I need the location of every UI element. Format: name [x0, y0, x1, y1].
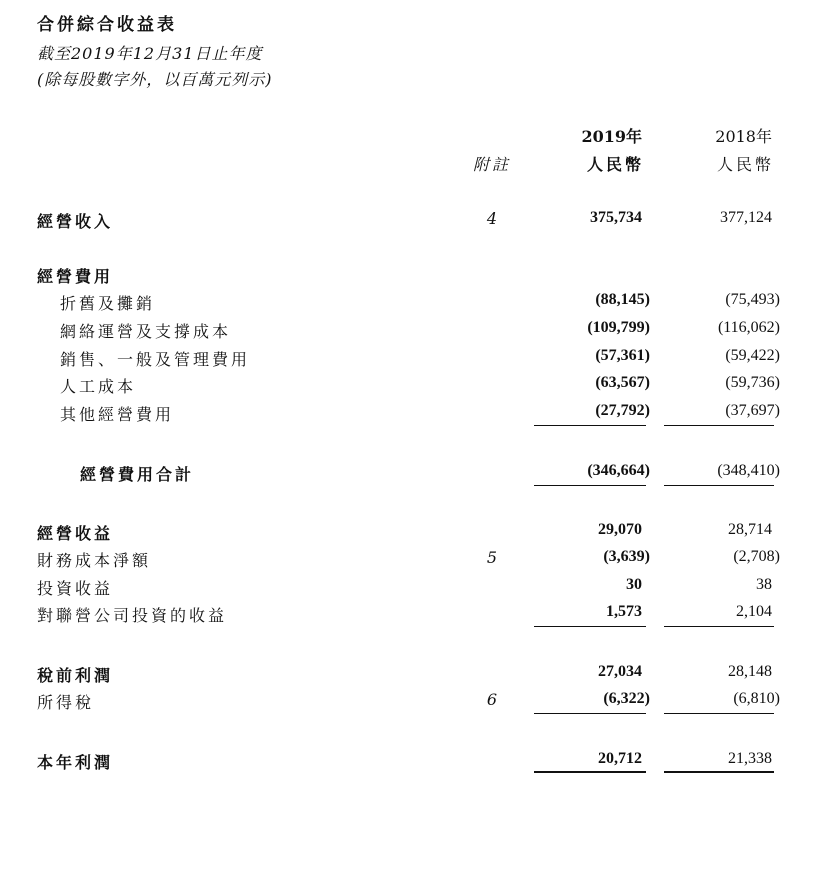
value-2018: (59,736) — [725, 374, 780, 391]
total-rule-2019 — [534, 485, 646, 486]
row-depreciation — [0, 291, 836, 317]
value-2019: 27,034 — [598, 663, 642, 680]
column-header-note: 附註 — [472, 155, 511, 174]
row-operating-revenue — [0, 209, 836, 235]
row-network-costs — [0, 319, 836, 345]
row-label: 稅前利潤 — [37, 666, 114, 685]
value-2019: (6,322) — [603, 690, 650, 707]
value-2019: (88,145) — [595, 291, 650, 308]
value-2018: 38 — [756, 576, 772, 593]
row-label: 經營費用 — [37, 267, 114, 286]
subtotal-rule-2018 — [664, 713, 774, 714]
row-investment-income — [0, 576, 836, 602]
row-operating-expenses-heading — [0, 264, 836, 290]
value-2018: (37,697) — [725, 402, 780, 419]
row-profit-before-tax — [0, 663, 836, 689]
row-label: 投資收益 — [37, 579, 114, 598]
value-2018: 28,714 — [728, 521, 772, 538]
subtotal-rule-2019 — [534, 626, 646, 627]
row-label: 經營收入 — [37, 212, 114, 231]
value-2018: (116,062) — [717, 319, 780, 336]
row-label: 其他經營費用 — [60, 405, 175, 424]
value-2019: (3,639) — [603, 548, 650, 565]
column-header-2019: 2019年 — [581, 127, 642, 146]
row-label: 所得稅 — [37, 693, 95, 712]
subtotal-rule-2018 — [664, 425, 774, 426]
row-label: 經營費用合計 — [80, 465, 195, 484]
double-rule-top-2019 — [534, 771, 646, 773]
value-2018: 377,124 — [720, 209, 772, 226]
row-label: 人工成本 — [60, 377, 137, 396]
value-2019: 375,734 — [590, 209, 642, 226]
row-label: 本年利潤 — [37, 753, 114, 772]
value-2018: (6,810) — [733, 690, 780, 707]
value-2018: 21,338 — [728, 750, 772, 767]
row-label: 網絡運營及支撐成本 — [60, 322, 232, 341]
column-header-2018-currency: 人民幣 — [716, 155, 774, 174]
row-label: 經營收益 — [37, 524, 114, 543]
value-2018: 2,104 — [736, 603, 772, 620]
double-rule-top-2018 — [664, 771, 774, 773]
row-net-finance-costs — [0, 548, 836, 574]
row-note-ref: 4 — [486, 209, 498, 228]
value-2018: (2,708) — [733, 548, 780, 565]
value-2018: (75,493) — [725, 291, 780, 308]
row-note-ref: 6 — [486, 690, 498, 709]
value-2018: 28,148 — [728, 663, 772, 680]
statement-title: 合併綜合收益表 — [37, 15, 177, 35]
value-2019: (346,664) — [587, 462, 650, 479]
statement-unit-note: (除每股數字外，以百萬元列示) — [37, 70, 273, 89]
column-header-2018: 2018年 — [715, 127, 772, 146]
value-2018: (348,410) — [717, 462, 780, 479]
row-operating-income — [0, 521, 836, 547]
value-2018: (59,422) — [725, 347, 780, 364]
value-2019: (27,792) — [595, 402, 650, 419]
value-2019: 20,712 — [598, 750, 642, 767]
value-2019: (57,361) — [595, 347, 650, 364]
total-rule-2018 — [664, 485, 774, 486]
subtotal-rule-2019 — [534, 425, 646, 426]
row-label: 對聯營公司投資的收益 — [37, 606, 228, 625]
row-label: 財務成本淨額 — [37, 551, 152, 570]
row-personnel-costs — [0, 374, 836, 400]
subtotal-rule-2019 — [534, 713, 646, 714]
value-2019: 30 — [626, 576, 642, 593]
value-2019: (63,567) — [595, 374, 650, 391]
statement-period: 截至2019年12月31日止年度 — [37, 44, 263, 63]
row-label: 折舊及攤銷 — [60, 294, 156, 313]
subtotal-rule-2018 — [664, 626, 774, 627]
row-label: 銷售、一般及管理費用 — [60, 350, 251, 369]
row-sga-expenses — [0, 347, 836, 373]
value-2019: 1,573 — [606, 603, 642, 620]
row-note-ref: 5 — [486, 548, 498, 567]
value-2019: (109,799) — [587, 319, 650, 336]
column-header-2019-currency: 人民幣 — [586, 155, 644, 174]
value-2019: 29,070 — [598, 521, 642, 538]
